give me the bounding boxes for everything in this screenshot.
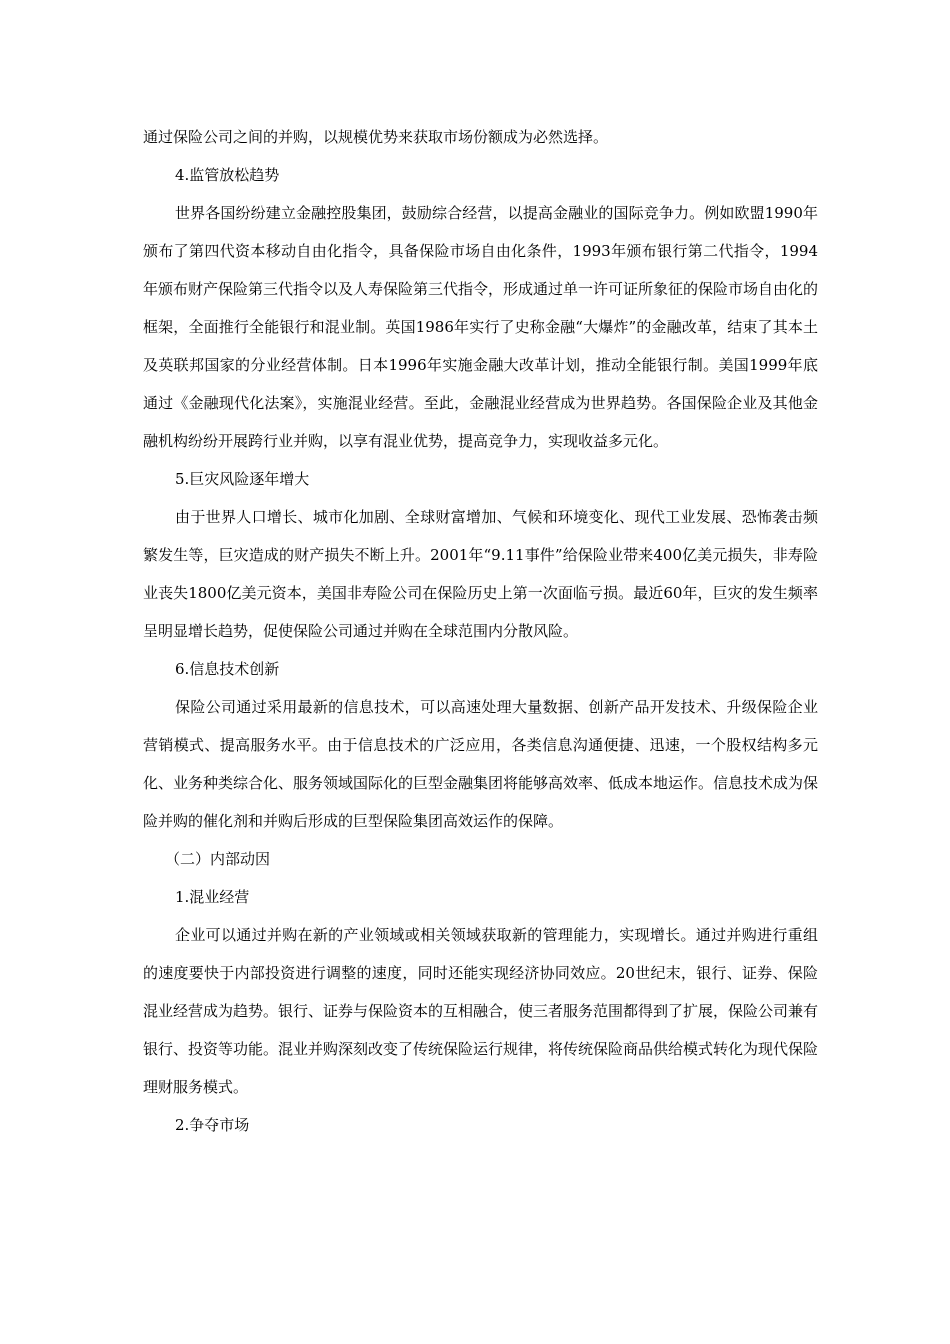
section-heading-internal-motives: （二）内部动因 xyxy=(165,850,271,868)
subheading-market-competition: 2.争夺市场 xyxy=(175,1116,250,1134)
subheading-deregulation: 4.监管放松趋势 xyxy=(175,166,280,184)
paragraph-it-innovation: 保险公司通过采用最新的信息技术，可以高速处理大量数据、创新产品开发技术、升级保险企业营销模式、提高服务水平。由于信息技术的广泛应用，各类信息沟通便捷、迅速，一个股权结构多元化、业务种类综合化、服务领域国际化的巨型金融集团将能够高效率、低成本地运作。信息技术成为保险并购的催化剂和并购后形成的巨型保险集团高效运作的保障。 xyxy=(143,698,819,830)
paragraph-catastrophe-risk: 由于世界人口增长、城市化加剧、全球财富增加、气候和环境变化、现代工业发展、恐怖袭击频繁发生等，巨灾造成的财产损失不断上升。2001年“9.11事件”给保险业带来400亿美元损失，非寿险业丧失1800亿美元资本，美国非寿险公司在保险历史上第一次面临亏损。最近60年，巨灾的发生频率呈明显增长趋势，促使保险公司通过并购在全球范围内分散风险。 xyxy=(143,508,818,640)
paragraph-deregulation: 世界各国纷纷建立金融控股集团，鼓励综合经营，以提高金融业的国际竞争力。例如欧盟1990年颁布了第四代资本移动自由化指令，具备保险市场自由化条件，1993年颁布银行第二代指令，1994年颁布财产保险第三代指令以及人寿保险第三代指令，形成通过单一许可证所象征的保险市场自由化的框架，全面推行全能银行和混业制。英国1986年实行了史称金融“大爆炸”的金融改革，结束了其本土及英联邦国家的分业经营体制。日本1996年实施金融大改革计划，推动全能银行制。美国1999年底通过《金融现代化法案》，实施混业经营。至此，金融混业经营成为世界趋势。各国保险企业及其他金融机构纷纷开展跨行业并购，以享有混业优势，提高竞争力，实现收益多元化。 xyxy=(143,204,819,450)
subheading-it-innovation: 6.信息技术创新 xyxy=(175,660,280,678)
subheading-mixed-operation: 1.混业经营 xyxy=(175,888,250,906)
subheading-catastrophe-risk: 5.巨灾风险逐年增大 xyxy=(175,470,310,488)
document-page xyxy=(143,118,818,1144)
paragraph-continued: 通过保险公司之间的并购，以规模优势来获取市场份额成为必然选择。 xyxy=(143,128,609,146)
paragraph-mixed-operation: 企业可以通过并购在新的产业领域或相关领域获取新的管理能力，实现增长。通过并购进行重组的速度要快于内部投资进行调整的速度，同时还能实现经济协同效应。20世纪末，银行、证券、保险混业经营成为趋势。银行、证券与保险资本的互相融合，使三者服务范围都得到了扩展，保险公司兼有银行、投资等功能。混业并购深刻改变了传统保险运行规律，将传统保险商品供给模式转化为现代保险理财服务模式。 xyxy=(143,926,819,1096)
